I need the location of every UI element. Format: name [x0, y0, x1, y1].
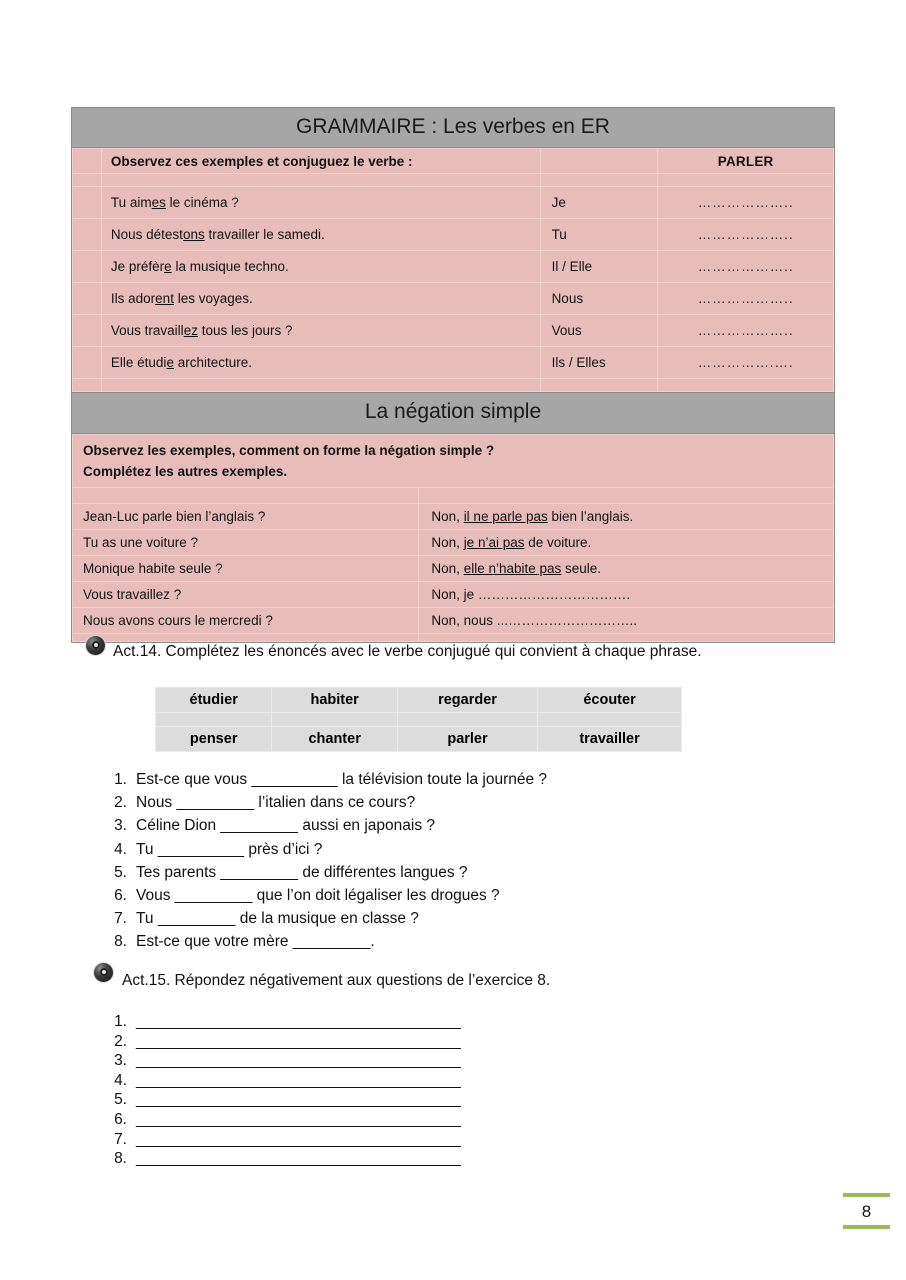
verb-bank-table — [155, 687, 682, 752]
act14-question-list — [108, 768, 547, 954]
negation-question: Tu as une voiture ? — [73, 529, 419, 555]
table-row — [73, 529, 834, 555]
item-text[interactable]: Tes parents _________ de différentes langues ? — [136, 863, 468, 881]
page-footer — [843, 1193, 890, 1229]
spacer-cell — [73, 633, 419, 641]
verb-bank-cell[interactable]: penser — [156, 727, 272, 752]
answer-line[interactable]: _______________________________________ — [136, 1150, 461, 1168]
item-number: 3. — [114, 1052, 127, 1070]
item-number: 5. — [114, 1091, 127, 1109]
spacer-cell — [272, 713, 398, 727]
list-item — [108, 884, 547, 907]
pronoun-cell: Ils / Elles — [540, 347, 658, 379]
pronoun-cell: Nous — [540, 283, 658, 315]
answer-line[interactable]: _______________________________________ — [136, 1032, 461, 1050]
page-number: 8 — [861, 1202, 872, 1221]
verb-header: PARLER — [658, 149, 834, 174]
gutter-cell — [73, 347, 102, 379]
item-number: 8. — [114, 933, 127, 951]
answer-line[interactable]: _______________________________________ — [136, 1013, 461, 1030]
gutter-cell — [73, 174, 102, 187]
gutter-cell — [73, 149, 102, 174]
answer-blank[interactable]: ……………….. — [658, 283, 834, 315]
item-text[interactable]: Vous _________ que l’on doit légaliser les drogues ? — [136, 887, 500, 905]
pronoun-cell: Tu — [540, 219, 658, 251]
list-item — [108, 907, 547, 930]
negation-answer — [419, 555, 834, 581]
spacer-cell — [101, 379, 540, 392]
item-number: 4. — [114, 1071, 127, 1089]
example-text-pre: Vous travaill — [110, 323, 184, 339]
verb-bank-cell[interactable]: étudier — [156, 688, 272, 713]
verb-bank-cell[interactable]: parler — [397, 727, 537, 752]
item-text[interactable]: Est-ce que vous __________ la télévision toute la journée ? — [136, 771, 548, 788]
spacer-cell — [156, 713, 272, 727]
item-number: 2. — [114, 1032, 127, 1050]
item-number: 7. — [114, 1130, 127, 1148]
verb-bank-cell[interactable]: chanter — [272, 727, 398, 752]
list-item — [108, 1149, 461, 1169]
answer-line[interactable]: _______________________________________ — [136, 1091, 461, 1109]
table-row — [73, 503, 834, 529]
item-number: 5. — [114, 863, 127, 881]
table-row — [73, 219, 834, 251]
negation-question: Jean-Luc parle bien l’anglais ? — [73, 503, 419, 529]
answer-pre: Non, — [431, 534, 464, 550]
answer-post: bien l’anglais. — [547, 508, 634, 524]
negation-question: Vous travaillez ? — [73, 581, 419, 607]
example-text-pre: Ils ador — [110, 291, 156, 307]
list-item — [108, 1090, 461, 1110]
list-item — [108, 1110, 461, 1130]
example-text-post: les voyages. — [173, 291, 253, 307]
list-item — [108, 1012, 461, 1032]
example-cell — [101, 251, 540, 283]
gutter-cell — [73, 187, 102, 219]
example-cell — [101, 315, 540, 347]
spacer-cell — [419, 487, 834, 503]
example-text-pre: Nous détest — [110, 227, 183, 243]
spacer-row — [73, 633, 834, 641]
verb-ending: es — [151, 195, 166, 211]
answer-blank[interactable]: ……………….. — [658, 219, 834, 251]
example-text-post: le cinéma ? — [165, 195, 239, 211]
verb-bank-cell[interactable]: habiter — [272, 688, 398, 713]
item-number: 1. — [114, 771, 127, 788]
negation-form: je n’ai pas — [463, 534, 525, 550]
negation-form: il ne parle pas — [463, 508, 548, 524]
item-number: 4. — [114, 840, 127, 858]
table-row — [73, 581, 834, 607]
list-item — [108, 768, 547, 791]
negation-question: Nous avons cours le mercredi ? — [73, 607, 419, 633]
verb-bank-cell[interactable]: écouter — [538, 688, 682, 713]
spacer-cell — [540, 174, 658, 187]
grammar-title-band: GRAMMAIRE : Les verbes en ER — [72, 108, 834, 148]
spacer-cell — [658, 379, 834, 392]
example-cell — [101, 219, 540, 251]
verb-ending: ez — [183, 323, 198, 339]
answer-line[interactable]: _______________________________________ — [136, 1110, 461, 1128]
answer-line[interactable]: _______________________________________ — [136, 1052, 461, 1070]
spacer-row — [73, 174, 834, 187]
negation-form: elle n’habite pas — [463, 560, 562, 576]
spacer-cell — [540, 379, 658, 392]
item-text[interactable]: Tu __________ près d’ici ? — [136, 840, 323, 858]
negation-instruction-line1: Observez les exemples, comment on forme la négation simple ? — [83, 442, 495, 458]
table-row — [73, 607, 834, 633]
spacer-row — [156, 713, 682, 727]
eight-ball-icon — [86, 636, 105, 655]
table-row — [73, 283, 834, 315]
answer-post: de voiture. — [524, 534, 592, 550]
table-row — [73, 251, 834, 283]
negation-title-band: La négation simple — [72, 392, 834, 433]
example-text-pre: Tu aim — [110, 195, 152, 211]
spacer-row — [73, 379, 834, 392]
answer-line[interactable]: _______________________________________ — [136, 1071, 461, 1089]
table-row — [73, 315, 834, 347]
negation-intro-row — [73, 434, 834, 487]
verb-ending: ent — [155, 291, 174, 307]
answer-blank[interactable]: ……………….. — [658, 251, 834, 283]
gutter-cell — [73, 283, 102, 315]
example-text-pre: Elle étudi — [110, 355, 167, 371]
item-number: 6. — [114, 887, 127, 905]
item-number: 1. — [114, 1013, 127, 1030]
spacer-cell — [397, 713, 537, 727]
pronoun-cell: Vous — [540, 315, 658, 347]
negation-question: Monique habite seule ? — [73, 555, 419, 581]
footer-rule-bottom — [843, 1225, 890, 1229]
spacer-cell — [101, 174, 540, 187]
example-text-post: tous les jours ? — [197, 323, 293, 339]
example-text-post: la musique techno. — [171, 259, 289, 275]
negation-answer — [419, 503, 834, 529]
spacer-cell — [73, 487, 419, 503]
item-text[interactable]: Céline Dion _________ aussi en japonais ? — [136, 817, 436, 835]
list-item — [108, 930, 547, 953]
item-text[interactable]: Tu _________ de la musique en classe ? — [136, 910, 419, 928]
gutter-cell — [73, 251, 102, 283]
answer-line[interactable]: _______________________________________ — [136, 1130, 461, 1148]
pronoun-cell: Je — [540, 187, 658, 219]
list-item — [108, 1032, 461, 1052]
verb-ending: e — [166, 355, 174, 371]
item-number: 2. — [114, 794, 127, 812]
act14-instruction: Act.14. Complétez les énoncés avec le verbe conjugué qui convient à chaque phrase. — [113, 643, 702, 660]
list-item — [108, 1051, 461, 1071]
table-row — [73, 347, 834, 379]
spacer-cell — [538, 713, 682, 727]
table-row — [73, 555, 834, 581]
item-number: 3. — [114, 817, 127, 835]
answer-post: seule. — [561, 560, 602, 576]
item-number: 6. — [114, 1110, 127, 1128]
conjugation-instruction: Observez ces exemples et conjuguez le verbe : — [101, 149, 540, 174]
negation-instruction-line2: Complétez les autres exemples. — [83, 463, 288, 479]
item-text[interactable]: Nous _________ l’italien dans ce cours? — [136, 794, 416, 812]
grammar-box — [71, 107, 835, 643]
gutter-cell — [73, 219, 102, 251]
verb-bank-cell[interactable]: travailler — [538, 727, 682, 752]
answer-blank[interactable]: ……………….. — [658, 187, 834, 219]
answer-blank[interactable]: …………….…. — [658, 347, 834, 379]
example-cell — [101, 187, 540, 219]
pronoun-cell: Il / Elle — [540, 251, 658, 283]
conjugation-header-row — [73, 149, 834, 174]
spacer-cell — [658, 174, 834, 187]
verb-ending: e — [164, 259, 172, 275]
eight-ball-icon — [94, 963, 113, 982]
answer-pre: Non, — [431, 560, 464, 576]
gutter-cell — [73, 379, 102, 392]
negation-answer-blank[interactable]: Non, nous ...……………………….. — [419, 607, 834, 633]
example-cell — [101, 283, 540, 315]
example-text-pre: Je préfèr — [110, 259, 165, 275]
pronoun-header-cell — [540, 149, 658, 174]
spacer-cell — [419, 633, 834, 641]
table-row — [156, 688, 682, 713]
list-item — [108, 1071, 461, 1091]
verb-ending: ons — [182, 227, 205, 243]
list-item — [108, 791, 547, 814]
example-text-post: architecture. — [173, 355, 252, 371]
list-item — [108, 861, 547, 884]
example-text-post: travailler le samedi. — [204, 227, 325, 243]
negation-answer — [419, 529, 834, 555]
answer-blank[interactable]: ……………….. — [658, 315, 834, 347]
conjugation-table — [72, 148, 834, 392]
item-text[interactable]: Est-ce que votre mère _________. — [136, 933, 375, 951]
spacer-row — [73, 487, 834, 503]
table-row — [73, 187, 834, 219]
act15-instruction: Act.15. Répondez négativement aux questions de l’exercice 8. — [122, 972, 551, 989]
list-item — [108, 1130, 461, 1150]
item-number: 7. — [114, 910, 127, 928]
answer-pre: Non, — [431, 508, 464, 524]
table-row — [156, 727, 682, 752]
item-number: 8. — [114, 1150, 127, 1168]
gutter-cell — [73, 315, 102, 347]
verb-bank-cell[interactable]: regarder — [397, 688, 537, 713]
list-item — [108, 838, 547, 861]
example-cell — [101, 347, 540, 379]
negation-table — [72, 434, 834, 642]
negation-answer-blank[interactable]: Non, je ……………………………. — [419, 581, 834, 607]
act15-answer-list — [108, 1012, 461, 1169]
list-item — [108, 814, 547, 837]
negation-instruction — [73, 434, 834, 487]
